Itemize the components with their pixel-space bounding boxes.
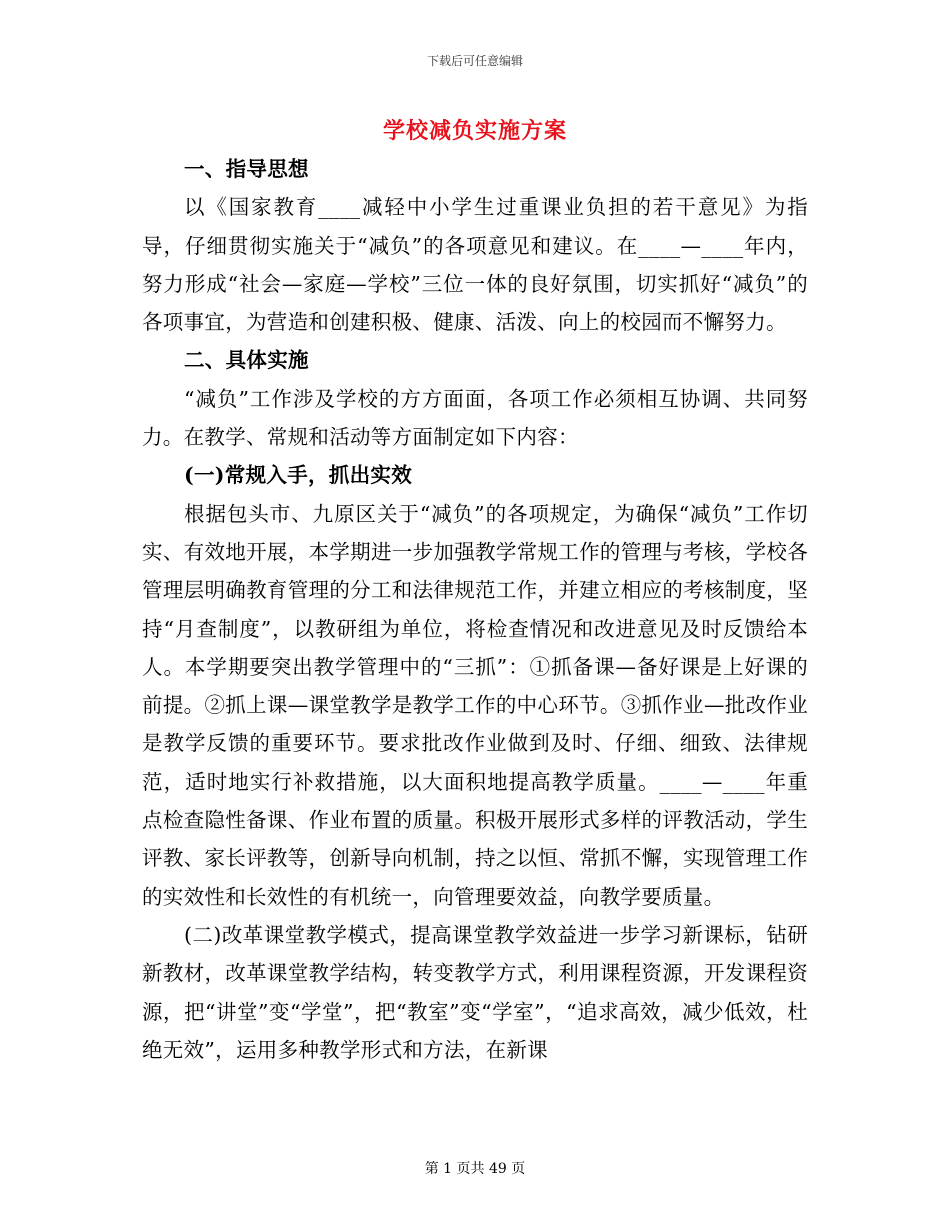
document-body: [142, 150, 808, 1069]
page-header-note: 下载后可任意编辑: [426, 54, 523, 68]
section-heading-implementation: 二、具体实施: [184, 348, 309, 373]
paragraph-classroom-reform: (二)改革课堂教学模式，提高课堂教学效益进一步学习新课标，钻研新教材，改革课堂教学结构，转变教学方式，利用课程资源，开发课程资源，把“讲堂”变“学堂”，把“教室”变“学室”，“追求高效，减少低效，杜绝无效”，运用多种教学形式和方法，在新课: [142, 922, 808, 1062]
document-title: 学校减负实施方案: [382, 118, 567, 144]
paragraph-guiding-ideology: 以《国家教育____减轻中小学生过重课业负担的若干意见》为指导，仔细贯彻实施关于“减负”的各项意见和建议。在____—____年内，努力形成“社会—家庭—学校”三位一体的良好氛围，切实抓好“减负”的各项事宜，为营造和创建积极、健康、活泼、向上的校园而不懈努力。: [142, 195, 808, 335]
subsection-heading-routine: (一)常规入手，抓出实效: [184, 463, 412, 488]
paragraph-routine: 根据包头市、九原区关于“减负”的各项规定，为确保“减负”工作切实、有效地开展，本学期进一步加强教学常规工作的管理与考核，学校各管理层明确教育管理的分工和法律规范工作，并建立相应的考核制度，坚持“月查制度”，以教研组为单位，将检查情况和改进意见及时反馈给本人。本学期要突出教学管理中的“三抓”：①抓备课—备好课是上好课的前提。②抓上课—课堂教学是教学工作的中心环节。③抓作业—批改作业是教学反馈的重要环节。要求批改作业做到及时、仔细、细致、法律规范，适时地实行补救措施，以大面积地提高教学质量。____—____年重点检查隐性备课、作业布置的质量。积极开展形式多样的评教活动，学生评教、家长评教等，创新导向机制，持之以恒、常抓不懈，实现管理工作的实效性和长效性的有机统一，向管理要效益，向教学要质量。: [142, 501, 808, 909]
section-heading-guiding-ideology: 一、指导思想: [184, 157, 309, 181]
page-number: 第 1 页共 49 页: [424, 1161, 526, 1177]
paragraph-implementation-intro: “减负”工作涉及学校的方方面面，各项工作必须相互协调、共同努力。在教学、常规和活动等方面制定如下内容：: [142, 386, 808, 450]
